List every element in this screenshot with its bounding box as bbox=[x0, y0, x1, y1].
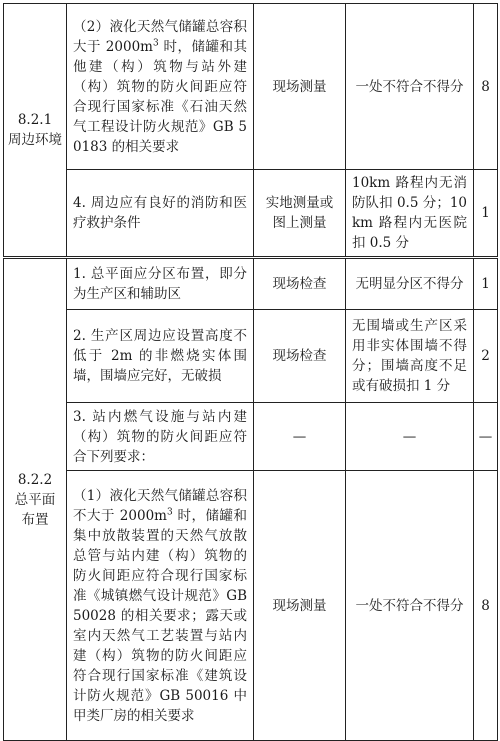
requirement-cell: （1）液化天然气储罐总容积不大于 $2000m^3$ 时，储罐和集中放散装置的天然气放散总管与站内建（构）筑物的防火间距应符合现行国家标准《城镇燃气设计规范》GB 50028 的相关要求；露天或室内天然气工艺装置与站内建（构）筑物的防火间距应符合现行国家标准《建筑设计防火规范》GB 50016 中甲类厂房的相关要求 bbox=[67, 471, 254, 741]
points-cell: — bbox=[474, 403, 498, 471]
points-cell: 1 bbox=[474, 170, 498, 258]
method-cell: 现场测量 bbox=[254, 4, 346, 170]
deduction-cell: — bbox=[346, 403, 474, 471]
table-row bbox=[4, 310, 498, 403]
requirement-cell: 4. 周边应有良好的消防和医疗救护条件 bbox=[67, 170, 254, 258]
requirement-cell: （2）液化天然气储罐总容积大于 $2000m^3$ 时，储罐和其他建（构）筑物与站外建（构）筑物的防火间距应符合现行国家标准《石油天然气工程设计防火规范》GB 50183 的相关要求 bbox=[67, 4, 254, 170]
method-cell: — bbox=[254, 403, 346, 471]
section-8-2-2 bbox=[4, 258, 67, 741]
points-cell: 1 bbox=[474, 258, 498, 310]
section-8-2-1 bbox=[4, 4, 67, 258]
deduction-cell: 无明显分区不得分 bbox=[346, 258, 474, 310]
requirement-cell: 3. 站内燃气设施与站内建（构）筑物的防火间距应符合下列要求： bbox=[67, 403, 254, 471]
evaluation-table bbox=[3, 3, 498, 741]
section-title-line1: 总平面 bbox=[14, 491, 56, 508]
method-cell: 实地测量或图上测量 bbox=[254, 170, 346, 258]
table-row bbox=[4, 4, 498, 170]
method-cell: 现场测量 bbox=[254, 471, 346, 741]
section-title-line2: 布置 bbox=[21, 511, 49, 528]
points-cell: 2 bbox=[474, 310, 498, 403]
method-cell: 现场检查 bbox=[254, 310, 346, 403]
requirement-cell: 2. 生产区周边应设置高度不低于 2m 的非燃烧实体围墙，围墙应完好，无破损 bbox=[67, 310, 254, 403]
points-cell: 8 bbox=[474, 4, 498, 170]
points-cell: 8 bbox=[474, 471, 498, 741]
table-row bbox=[4, 258, 498, 310]
deduction-cell: 一处不符合不得分 bbox=[346, 471, 474, 741]
section-code: 8.2.1 bbox=[17, 112, 53, 128]
table-row bbox=[4, 170, 498, 258]
table-row bbox=[4, 403, 498, 471]
section-title: 周边环境 bbox=[8, 132, 62, 148]
deduction-cell: 无围墙或生产区采用非实体围墙不得分；围墙高度不足或有破损扣 1 分 bbox=[346, 310, 474, 403]
deduction-cell: 10km 路程内无消防队扣 0.5 分；10km 路程内无医院扣 0.5 分 bbox=[346, 170, 474, 258]
section-code: 8.2.2 bbox=[17, 471, 53, 488]
requirement-cell: 1. 总平面应分区布置，即分为生产区和辅助区 bbox=[67, 258, 254, 310]
method-cell: 现场检查 bbox=[254, 258, 346, 310]
table-row bbox=[4, 471, 498, 741]
deduction-cell: 一处不符合不得分 bbox=[346, 4, 474, 170]
